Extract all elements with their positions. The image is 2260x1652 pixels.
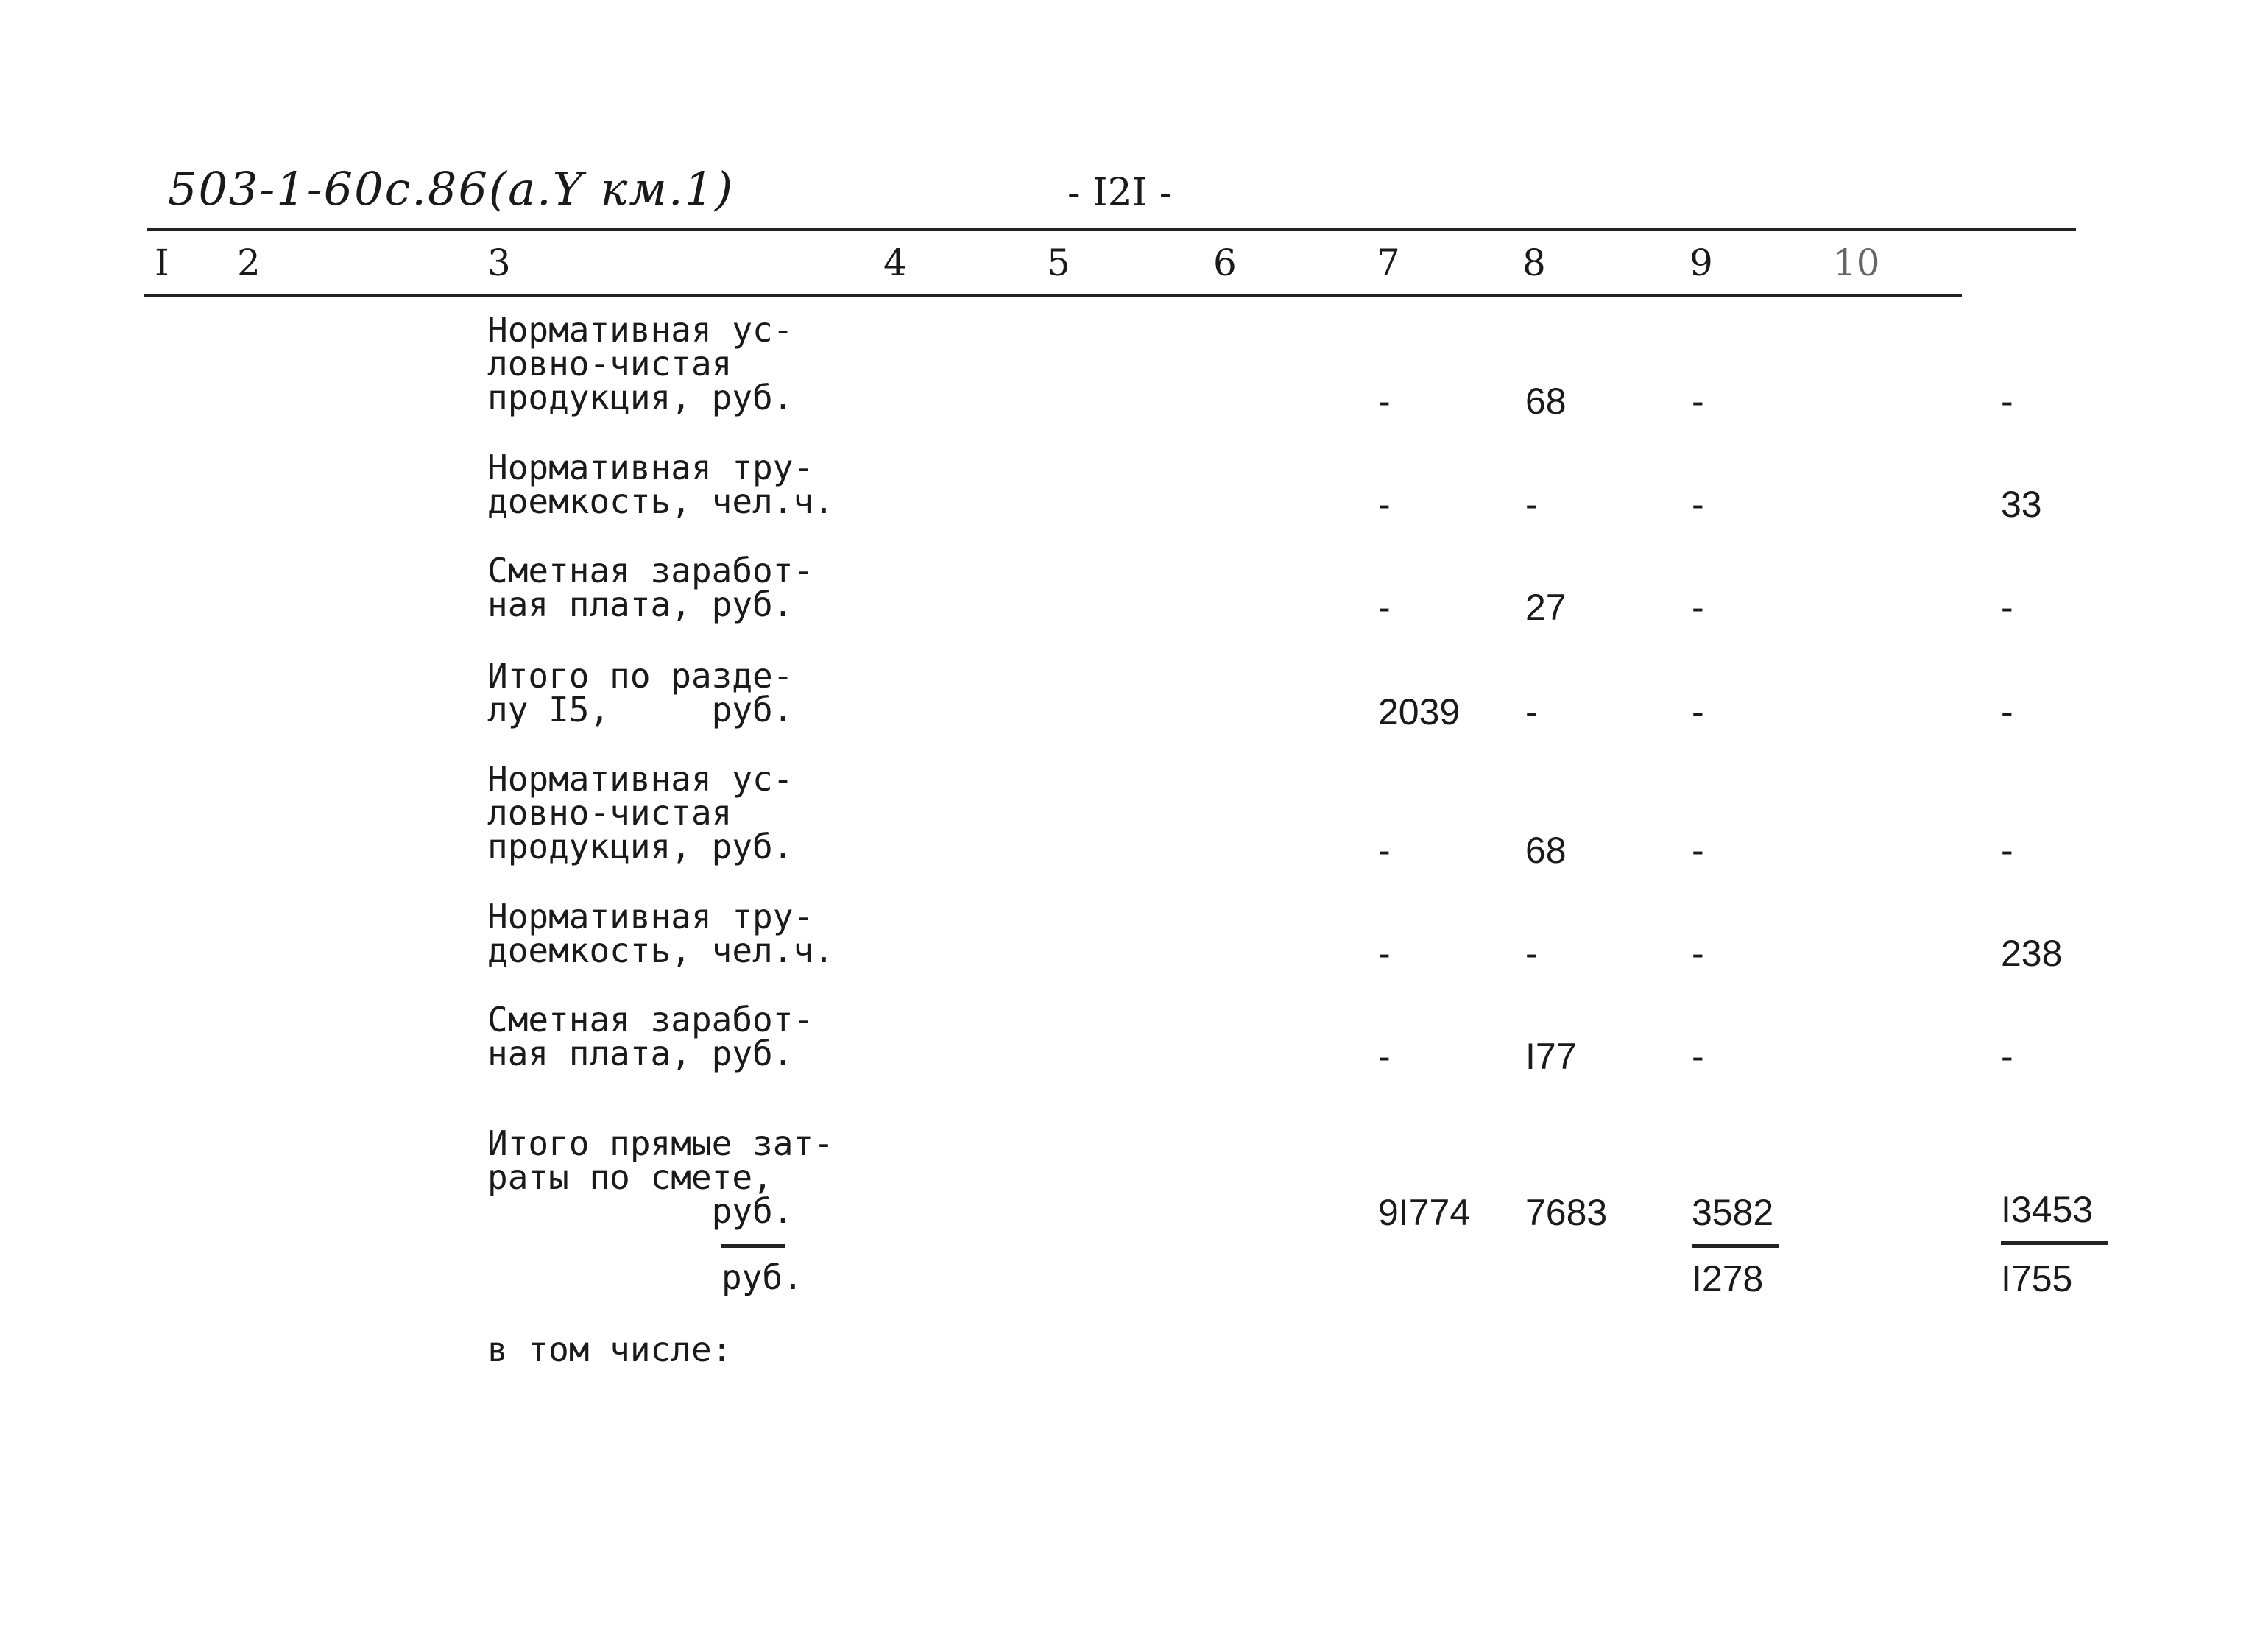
total-col11-rule [2001, 1241, 2108, 1245]
row-cell-col7: - [1378, 587, 1391, 628]
row-cell-col8: - [1525, 484, 1538, 525]
col-number-10: 10 [1833, 241, 1880, 284]
col-number-7: 7 [1377, 241, 1400, 284]
col-number-5: 5 [1047, 241, 1070, 284]
row-cell-col9: - [1692, 587, 1704, 628]
row-label: Нормативная тру- доемкость, чел.ч. [487, 897, 834, 970]
row-cell-col7: - [1378, 1036, 1391, 1077]
row-cell-col11: - [2001, 381, 2013, 422]
total-unit-second: руб. [721, 1257, 803, 1297]
total-label: Итого прямые зат- раты по смете, руб. [487, 1123, 834, 1231]
row-cell-col7: - [1378, 484, 1391, 525]
row-cell-col9: - [1692, 691, 1704, 733]
row-cell-col7: - [1378, 933, 1391, 974]
row-cell-col11: 33 [2001, 484, 2042, 525]
row-label: Сметная заработ- ная плата, руб. [487, 551, 814, 624]
row-cell-col7: 2039 [1378, 691, 1461, 733]
row-cell-col8: 27 [1525, 587, 1567, 628]
total-cell-col11-top: I3453 [2001, 1189, 2094, 1230]
total-cell-col11-bottom: I755 [2001, 1258, 2073, 1299]
col-number-9: 9 [1689, 241, 1713, 284]
row-cell-col9: - [1692, 830, 1704, 871]
row-cell-col8: - [1525, 691, 1538, 733]
row-label: Сметная заработ- ная плата, руб. [487, 1000, 814, 1073]
page-number: - I2I - [1067, 171, 1173, 215]
row-cell-col7: - [1378, 830, 1391, 871]
row-label: Итого по разде- лу I5, руб. [487, 656, 794, 730]
total-cell-col9-top: 3582 [1692, 1192, 1774, 1233]
col-number-2: 2 [237, 241, 261, 284]
header-bottom-rule [144, 294, 1962, 297]
row-cell-col8: I77 [1525, 1036, 1577, 1077]
row-cell-col8: 68 [1525, 381, 1567, 422]
row-cell-col11: - [2001, 830, 2013, 871]
row-cell-col9: - [1692, 1036, 1704, 1077]
document-code: 503-1-60с.86(а.Y км.1) [168, 162, 735, 216]
row-cell-col9: - [1692, 484, 1704, 525]
total-cell-col9-bottom: I278 [1692, 1258, 1764, 1299]
col-number-8: 8 [1522, 241, 1546, 284]
row-label: Нормативная тру- доемкость, чел.ч. [487, 448, 834, 521]
col-number-1: I [155, 241, 169, 284]
total-cell-col8: 7683 [1525, 1192, 1608, 1233]
col-number-4: 4 [883, 241, 907, 284]
header-top-rule [147, 228, 2076, 231]
total-unit-rule [721, 1244, 785, 1248]
row-cell-col11: - [2001, 1036, 2013, 1077]
col-number-6: 6 [1213, 241, 1237, 284]
footer-text: в том числе: [487, 1330, 732, 1369]
row-label: Нормативная ус- ловно-чистая продукция, руб. [487, 759, 794, 866]
row-cell-col8: - [1525, 933, 1538, 974]
row-cell-col11: 238 [2001, 933, 2063, 974]
row-cell-col9: - [1692, 381, 1704, 422]
row-cell-col8: 68 [1525, 830, 1567, 871]
row-label: Нормативная ус- ловно-чистая продукция, руб. [487, 310, 794, 417]
total-col9-rule [1692, 1244, 1779, 1248]
total-cell-col7: 9I774 [1378, 1192, 1471, 1233]
row-cell-col9: - [1692, 933, 1704, 974]
row-cell-col7: - [1378, 381, 1391, 422]
row-cell-col11: - [2001, 587, 2013, 628]
row-cell-col11: - [2001, 691, 2013, 733]
col-number-3: 3 [487, 241, 511, 284]
